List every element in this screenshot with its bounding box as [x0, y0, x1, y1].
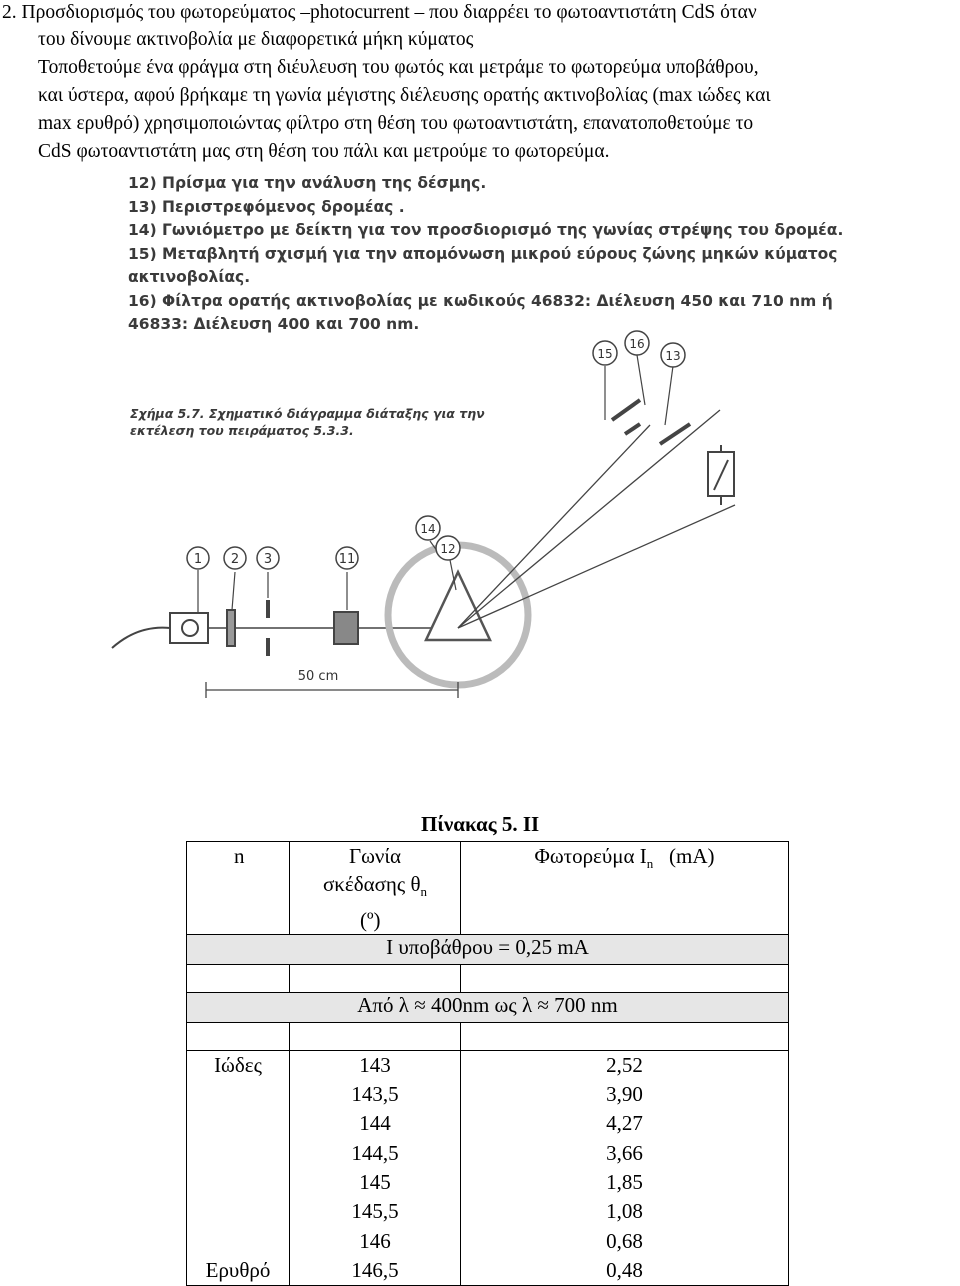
angle-cell: 145 — [290, 1168, 461, 1197]
background-row — [187, 935, 789, 965]
callout-label: 14 — [420, 522, 436, 536]
callout-label: 16 — [629, 337, 645, 351]
header-current: Φωτορεύμα $I_n$ (mA) — [461, 842, 789, 935]
distance-label: 50 cm — [297, 669, 339, 684]
lens-icon — [227, 610, 235, 646]
filter-element — [612, 400, 640, 420]
intro-line: max ερυθρό) χρησιμοποιώντας φίλτρο στη θέση του φωτοαντιστάτη, επανατοποθετούμε το — [38, 113, 754, 134]
range-row — [187, 993, 789, 1023]
callout-label: 12 — [440, 542, 456, 556]
table-row — [187, 1080, 789, 1109]
header-angle: Γωνία σκέδασης $\theta_n$ (º) — [290, 842, 461, 935]
table-title: Πίνακας 5. ΙΙ — [421, 812, 540, 836]
current-cell: 2,52 — [461, 1051, 789, 1081]
current-cell: 3,66 — [461, 1139, 789, 1168]
caption-line: Σχήμα 5.7. Σχηματικό διάγραμμα διάταξης για την — [130, 406, 485, 421]
intro-line: 2. Προσδιορισμός του φωτορεύματος –photocurrent – που διαρρέει το φωτοαντιστάτη CdS όταν — [2, 2, 757, 23]
angle-cell: 146,5 — [290, 1256, 461, 1286]
prism-icon — [426, 572, 490, 640]
table-header-row — [187, 842, 789, 935]
legend-item: 15) Μεταβλητή σχισμή για την απομόνωση μικρού εύρους ζώνης μηκών κύματος — [128, 244, 838, 263]
current-cell: 0,68 — [461, 1227, 789, 1256]
row-label-cell — [187, 1197, 290, 1226]
empty-row — [187, 1023, 789, 1051]
background-cell: Ι υποβάθρου = 0,25 mA — [187, 935, 789, 965]
table-row — [187, 1168, 789, 1197]
header-n: n — [187, 842, 290, 935]
filter-element — [660, 424, 690, 444]
row-label-cell — [187, 1109, 290, 1138]
ray-1 — [458, 425, 650, 628]
intro-line: και ύστερα, αφού βρήκαμε τη γωνία μέγιστης διέλευσης ορατής ακτινοβολίας (max ιώδες και — [38, 85, 771, 106]
ray-2 — [458, 410, 720, 628]
angle-cell: 144,5 — [290, 1139, 461, 1168]
caption-line: εκτέλεση του πειράματος 5.3.3. — [130, 423, 354, 438]
legend-item: 13) Περιστρεφόμενος δρομέας . — [128, 197, 405, 216]
callout-label: 3 — [263, 552, 273, 567]
row-label-cell: Ερυθρό — [187, 1256, 290, 1286]
angle-cell: 145,5 — [290, 1197, 461, 1226]
current-cell: 0,48 — [461, 1256, 789, 1286]
table-row — [187, 1051, 789, 1081]
legend-item: ακτινοβολίας. — [128, 268, 251, 286]
row-label-cell: Ιώδες — [187, 1051, 290, 1081]
current-cell: 1,08 — [461, 1197, 789, 1226]
callout-label: 1 — [193, 552, 203, 567]
callout-label: 2 — [230, 552, 240, 567]
row-label-cell — [187, 1168, 290, 1197]
table-row — [187, 1256, 789, 1286]
table-row — [187, 1227, 789, 1256]
cable — [112, 628, 170, 648]
current-cell: 1,85 — [461, 1168, 789, 1197]
range-cell: Από λ ≈ 400nm ως λ ≈ 700 nm — [187, 993, 789, 1023]
lamp-housing — [170, 613, 208, 643]
ray-3 — [458, 505, 735, 628]
table-row — [187, 1197, 789, 1226]
angle-cell: 143 — [290, 1051, 461, 1081]
table-row — [187, 1109, 789, 1138]
legend-item: 14) Γωνιόμετρο με δείκτη για τον προσδιορισμό της γωνίας στρέψης του δρομέα. — [128, 221, 844, 239]
filter-element — [625, 424, 640, 434]
intro-line: του δίνουμε ακτινοβολία με διαφορετικά μήκη κύματος — [38, 29, 474, 50]
current-cell: 3,90 — [461, 1080, 789, 1109]
empty-row — [187, 965, 789, 993]
data-table — [186, 841, 789, 1286]
legend-item: 16) Φίλτρα ορατής ακτινοβολίας με κωδικούς 46832: Διέλευση 450 και 710 nm ή — [128, 291, 833, 310]
table-row — [187, 1139, 789, 1168]
angle-cell: 146 — [290, 1227, 461, 1256]
legend-item: 46833: Διέλευση 400 και 700 nm. — [128, 315, 420, 333]
callout-label: 15 — [597, 347, 613, 361]
angle-cell: 143,5 — [290, 1080, 461, 1109]
angle-cell: 144 — [290, 1109, 461, 1138]
collimator-lens-icon — [334, 612, 358, 644]
row-label-cell — [187, 1227, 290, 1256]
legend-item: 12) Πρίσμα για την ανάλυση της δέσμης. — [128, 174, 487, 192]
callout-label: 13 — [665, 349, 681, 363]
row-label-cell — [187, 1080, 290, 1109]
intro-line: Τοποθετούμε ένα φράγμα στη διέυλευση του φωτός και μετράμε το φωτορεύμα υποβάθρου, — [38, 57, 759, 78]
intro-line: CdS φωτοαντιστάτη μας στη θέση του πάλι και μετρούμε το φωτορεύμα. — [38, 141, 610, 162]
current-cell: 4,27 — [461, 1109, 789, 1138]
callout-label: 11 — [338, 552, 356, 567]
row-label-cell — [187, 1139, 290, 1168]
